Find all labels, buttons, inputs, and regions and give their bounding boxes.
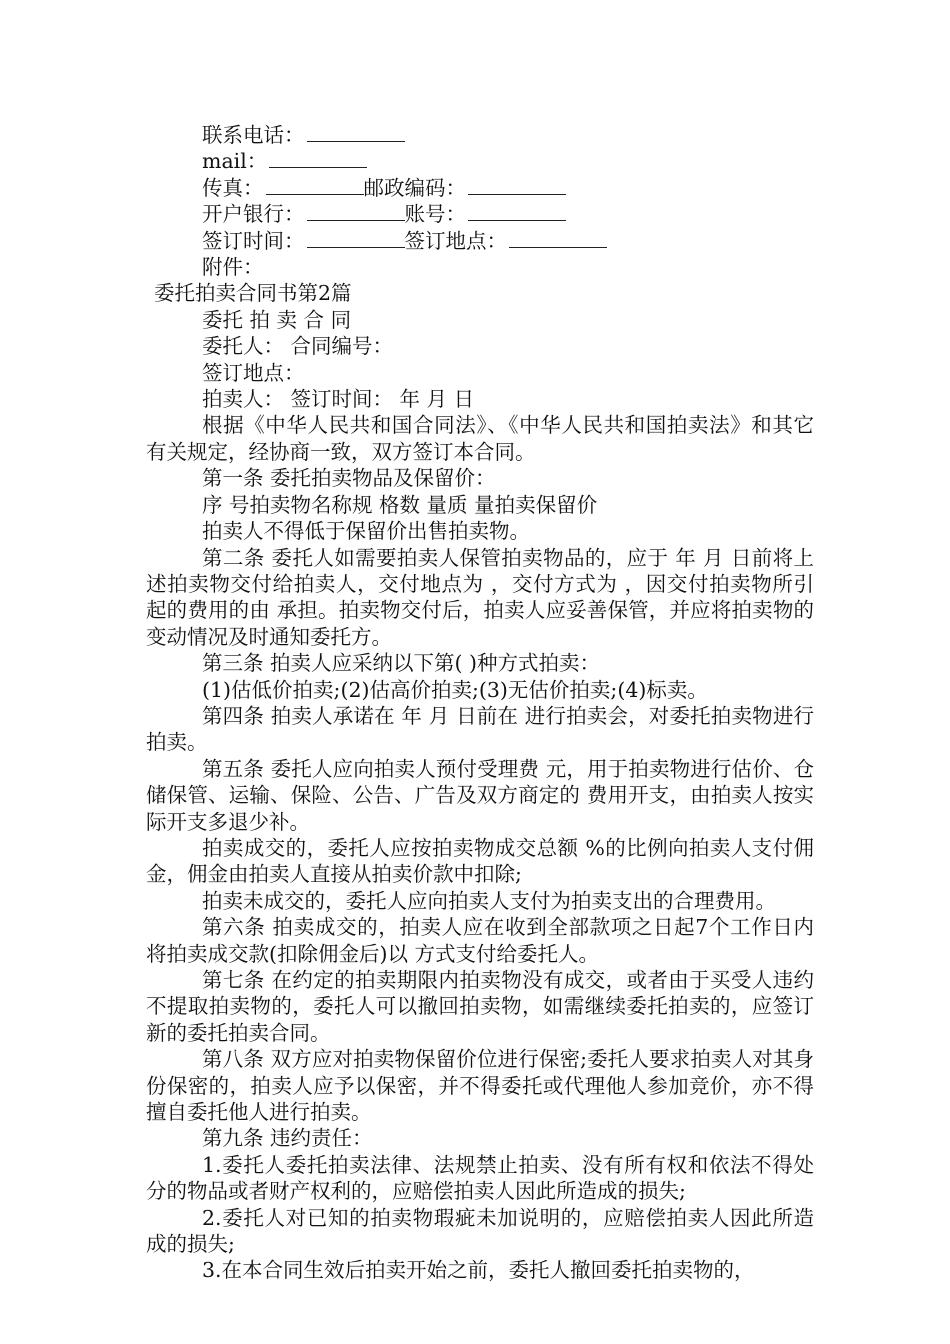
document-body — [146, 122, 814, 1284]
section-title: 委托拍卖合同书第2篇 — [154, 281, 352, 306]
mail-line — [146, 148, 814, 174]
article-3-options: (1)估低价拍卖;(2)估高价拍卖;(3)无估价拍卖;(4)标卖。 — [202, 677, 708, 702]
attachment-line — [146, 254, 814, 280]
bank-blank — [307, 202, 405, 221]
postcode-label: 邮政编码： — [363, 175, 466, 200]
article-2: 第二条 委托人如需要拍卖人保管拍卖物品的，应于 年 月 日前将上述拍卖物交付给拍卖人，交付地点为 ，交付方式为 ，因交付拍卖物所引起的费用的由 承担。拍卖物交付后，拍卖人应妥善保管，并应将拍卖物的变动情况及时通知委托方。 — [146, 545, 814, 649]
article-1-title: 第一条 委托拍卖物品及保留价： — [202, 466, 496, 491]
sign-line — [146, 228, 814, 254]
attachment-label: 附件： — [202, 255, 264, 280]
mail-label: mail： — [202, 149, 268, 174]
article-9-title: 第九条 违约责任： — [202, 1126, 373, 1151]
auctioneer-line: 拍卖人： 签订时间： 年 月 日 — [202, 387, 475, 412]
place-line: 签订地点： — [202, 360, 305, 385]
bank-line — [146, 201, 814, 227]
reserve-note: 拍卖人不得低于保留价出售拍卖物。 — [202, 519, 530, 544]
contract-heading: 委托 拍 卖 合 同 — [202, 307, 352, 332]
postcode-blank — [468, 176, 566, 195]
fax-line — [146, 175, 814, 201]
article-9-item-2: 2.委托人对已知的拍卖物瑕疵未加说明的，应赔偿拍卖人因此所造成的损失; — [146, 1205, 814, 1257]
article-6: 第六条 拍卖成交的，拍卖人应在收到全部款项之日起7个工作日内将拍卖成交款(扣除佣金后)以 方式支付给委托人。 — [146, 915, 814, 966]
sign-time-label: 签订时间： — [202, 228, 305, 253]
article-5: 第五条 委托人应向拍卖人预付受理费 元，用于拍卖物进行估价、仓储保管、运输、保险、公告、广告及双方商定的 费用开支，由拍卖人按实际开支多退少补。 — [146, 756, 814, 834]
item-table-header: 序 号拍卖物名称规 格数 量质 量拍卖保留价 — [202, 492, 598, 517]
sign-place-blank — [509, 229, 607, 248]
article-7: 第七条 在约定的拍卖期限内拍卖物没有成交，或者由于买受人违约不提取拍卖物的，委托人可以撤回拍卖物，如需继续委托拍卖的，应签订新的委托拍卖合同。 — [146, 968, 814, 1045]
phone-blank — [307, 123, 405, 142]
mail-blank — [269, 149, 367, 168]
intro-paragraph: 根据《中华人民共和国合同法》、《中华人民共和国拍卖法》和其它有关规定，经协商一致，双方签订本合同。 — [146, 413, 814, 464]
article-9-item-3: 3.在本合同生效后拍卖开始之前，委托人撤回委托拍卖物的， — [202, 1258, 755, 1283]
sign-time-blank — [307, 229, 405, 248]
account-blank — [468, 202, 566, 221]
bank-label: 开户银行： — [202, 202, 305, 227]
account-label: 账号： — [404, 202, 466, 227]
fax-label: 传真： — [202, 175, 264, 200]
article-5-success: 拍卖成交的，委托人应按拍卖物成交总额 %的比例向拍卖人支付佣金，佣金由拍卖人直接从拍卖价款中扣除; — [146, 835, 814, 887]
article-3: 第三条 拍卖人应采纳以下第( )种方式拍卖： — [202, 651, 601, 676]
sign-place-label: 签订地点： — [404, 228, 507, 253]
article-8: 第八条 双方应对拍卖物保留价位进行保密;委托人要求拍卖人对其身份保密的，拍卖人应予以保密，并不得委托或代理他人参加竞价，亦不得擅自委托他人进行拍卖。 — [146, 1047, 814, 1125]
article-4: 第四条 拍卖人承诺在 年 月 日前在 进行拍卖会，对委托拍卖物进行拍卖。 — [146, 703, 814, 755]
fax-blank — [266, 176, 364, 195]
article-5-fail: 拍卖未成交的，委托人应向拍卖人支付为拍卖支出的合理费用。 — [202, 888, 776, 913]
party-line: 委托人： 合同编号： — [202, 334, 394, 359]
phone-label: 联系电话： — [202, 123, 305, 147]
phone-line — [146, 122, 814, 148]
article-9-item-1: 1.委托人委托拍卖法律、法规禁止拍卖、没有所有权和依法不得处分的物品或者财产权利的，应赔偿拍卖人因此所造成的损失; — [146, 1152, 814, 1204]
